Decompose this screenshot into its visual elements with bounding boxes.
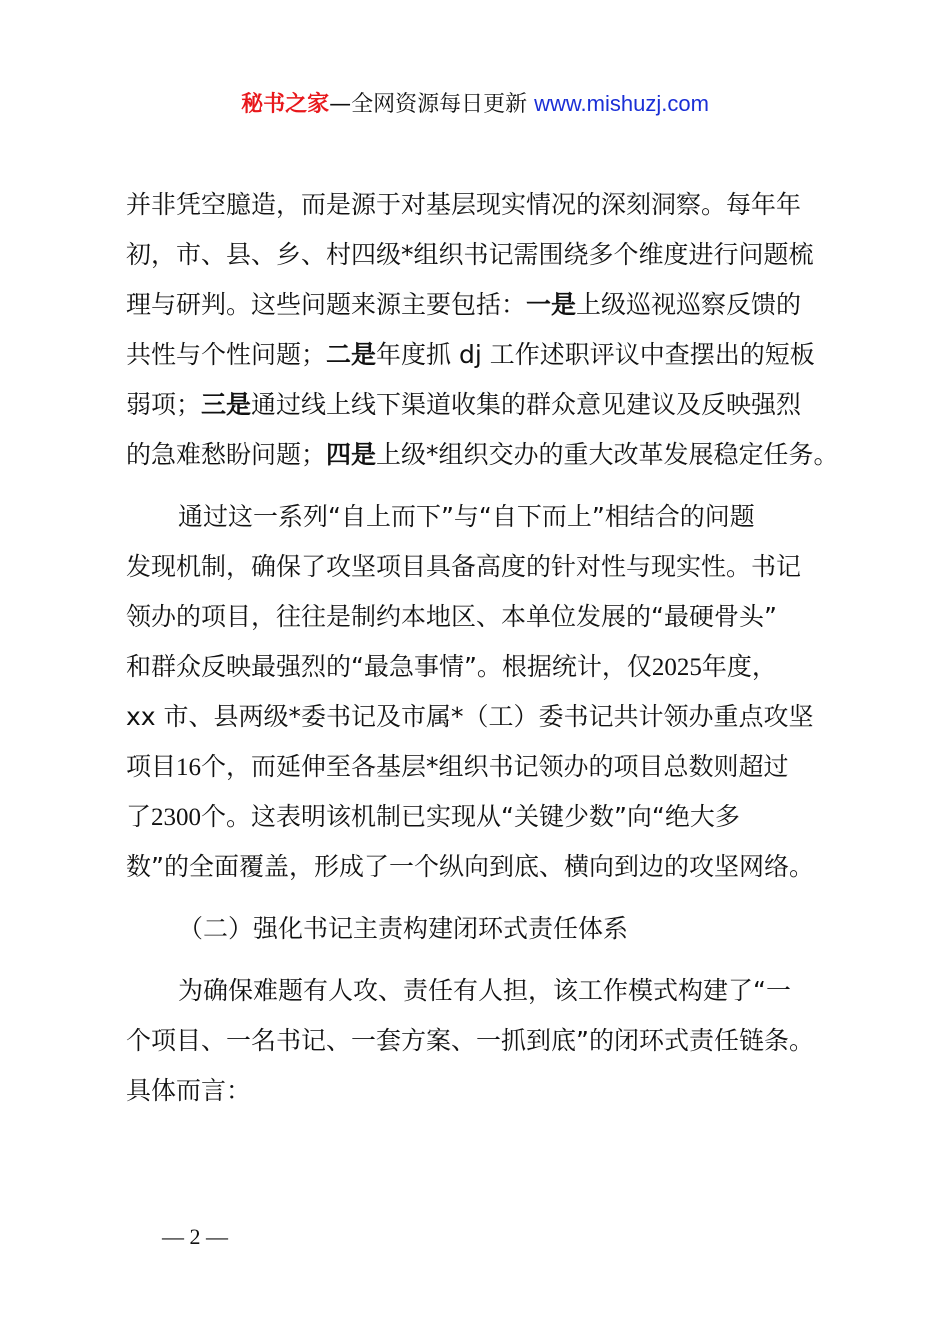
section-heading: （二）强化书记主责构建闭环式责任体系 [178, 914, 629, 943]
paragraph-2-line-6 [126, 742, 856, 792]
line-7-text-start: 了 [126, 802, 152, 831]
point-three-label: 三是 [201, 390, 252, 419]
paragraph-1-line-4 [126, 330, 856, 380]
paragraph-2-line-7 [126, 792, 856, 842]
site-url-link[interactable]: www.mishuzj.com [534, 91, 709, 116]
line-5-text-end: 通过线上线下渠道收集的群众意见建议及反映强烈 [251, 390, 802, 419]
paragraph-3-line-3: 具体而言： [126, 1076, 252, 1105]
line-4-text-end: 年度， [701, 652, 777, 681]
paragraph-2-line-5: xx 市、县两级*委书记及市属*（工）委书记共计领办重点攻坚 [126, 702, 814, 731]
site-header [0, 86, 950, 123]
paragraph-1-line-1: 并非凭空臆造，而是源于对基层现实情况的深刻洞察。每年年 [126, 190, 802, 219]
line-6-text-end: 个，而延伸至各基层*组织书记领办的项目总数则超过 [201, 752, 789, 781]
point-one-label: 一是 [526, 290, 577, 319]
paragraph-2-line-2: 发现机制，确保了攻坚项目具备高度的针对性与现实性。书记 [126, 552, 802, 581]
page-number: — 2 — [162, 1224, 228, 1249]
paragraph-1-line-3 [126, 280, 856, 330]
paragraph-1-line-5 [126, 380, 856, 430]
line-3-text-start: 理与研判。这些问题来源主要包括： [126, 290, 527, 319]
paragraph-2-line-3: 领办的项目，往往是制约本地区、本单位发展的“最硬骨头” [126, 602, 777, 631]
point-two-label: 二是 [326, 340, 377, 369]
line-4-text-start: 共性与个性问题； [126, 340, 327, 369]
paragraph-1-line-6 [126, 430, 856, 480]
header-tagline: —全网资源每日更新 [329, 92, 535, 117]
line-5-text-start: 弱项； [126, 390, 202, 419]
line-6-text-start: 的急难愁盼问题； [126, 440, 327, 469]
paragraph-gap [126, 954, 856, 966]
paragraph-2-line-4 [126, 642, 856, 692]
line-7-text-end: 个。这表明该机制已实现从“关键少数”向“绝大多 [201, 802, 740, 831]
paragraph-2-line-1: 通过这一系列“自上而下”与“自下而上”相结合的问题 [178, 502, 755, 531]
line-4-text-start: 和群众反映最强烈的“最急事情”。根据统计，仅 [126, 652, 652, 681]
point-four-label: 四是 [326, 440, 377, 469]
paragraph-gap [126, 480, 856, 492]
paragraph-2 [126, 492, 856, 892]
paragraph-1 [126, 180, 856, 480]
total-project-count: 2300 [151, 804, 202, 831]
paragraph-2-line-8: 数”的全面覆盖，形成了一个纵向到底、横向到边的攻坚网络。 [126, 852, 814, 881]
line-3-text-end: 上级巡视巡察反馈的 [576, 290, 802, 319]
line-4-text-end: 年度抓 dj 工作述职评议中查摆出的短板 [376, 340, 815, 369]
year-value: 2025 [651, 654, 702, 681]
paragraph-3-line-2: 个项目、一名书记、一套方案、一抓到底”的闭环式责任链条。 [126, 1026, 814, 1055]
paragraph-3 [126, 966, 856, 1116]
brand-name: 秘书之家 [241, 92, 330, 117]
paragraph-gap [126, 892, 856, 904]
paragraph-3-line-1: 为确保难题有人攻、责任有人担，该工作模式构建了“一 [178, 976, 791, 1005]
project-count: 16 [176, 754, 202, 781]
paragraph-1-line-2: 初，市、县、乡、村四级*组织书记需围绕多个维度进行问题梳 [126, 240, 814, 269]
line-6-text-start: 项目 [126, 752, 177, 781]
document-body [126, 180, 856, 1116]
line-6-text-end: 上级*组织交办的重大改革发展稳定任务。 [376, 440, 839, 469]
